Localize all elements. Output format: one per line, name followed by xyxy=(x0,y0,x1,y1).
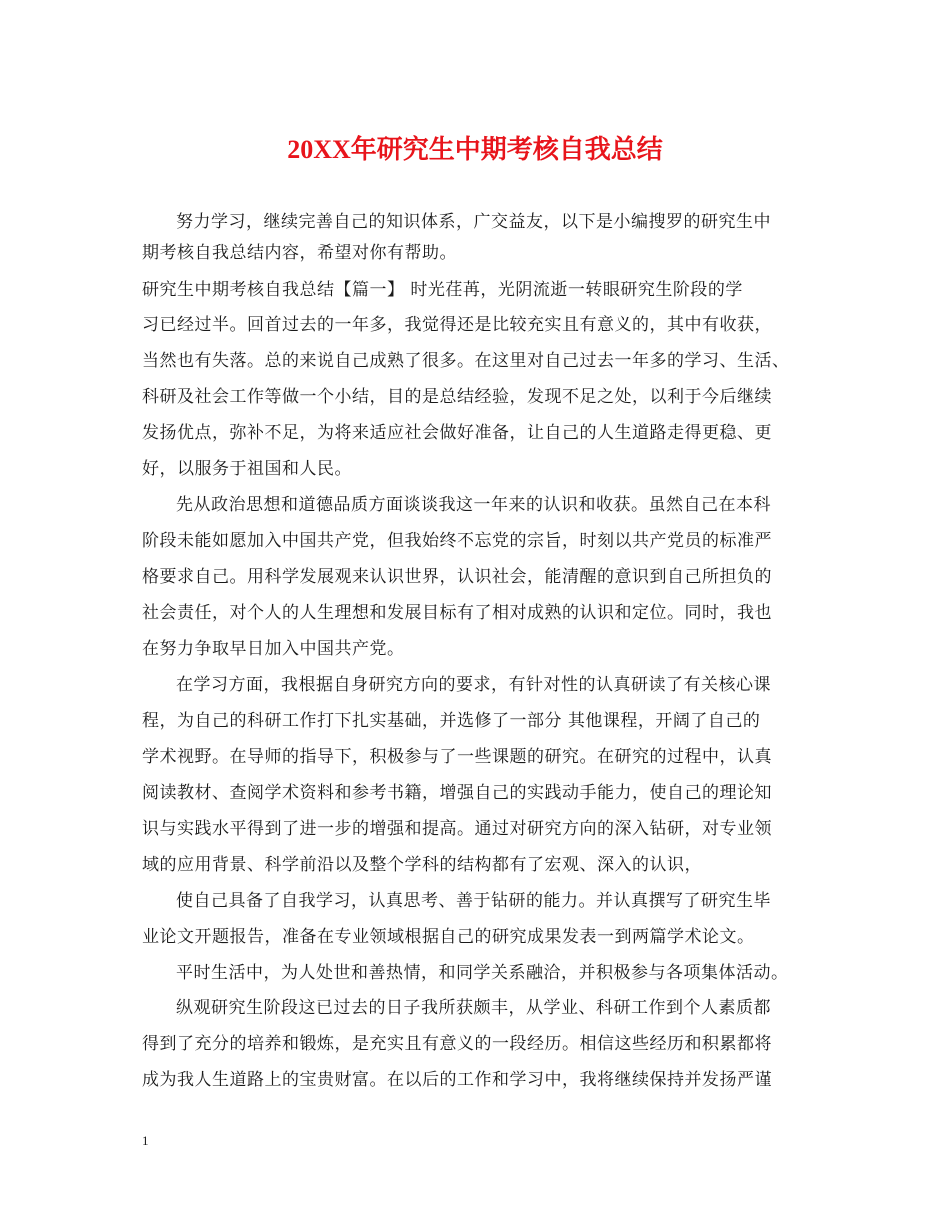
body-line: 程，为自己的科研工作打下扎实基础，并选修了一部分 其他课程，开阔了自己的 xyxy=(142,711,761,731)
body-line: 识与实践水平得到了进一步的增强和提高。通过对研究方向的深入钻研，对专业领 xyxy=(142,819,772,839)
body-line: 社会责任，对个人的人生理想和发展目标有了相对成熟的认识和定位。同时，我也 xyxy=(142,603,772,623)
body-line: 学术视野。在导师的指导下，积极参与了一些课题的研究。在研究的过程中，认真 xyxy=(142,747,772,767)
body-line: 阶段未能如愿加入中国共产党，但我始终不忘党的宗旨，时刻以共产党员的标准严 xyxy=(142,531,772,551)
body-line: 在学习方面，我根据自身研究方向的要求，有针对性的认真研读了有关核心课 xyxy=(176,675,771,695)
body-line: 阅读教材、查阅学术资料和参考书籍，增强自己的实践动手能力，使自己的理论知 xyxy=(142,783,772,803)
body-line: 域的应用背景、科学前沿以及整个学科的结构都有了宏观、深入的认识， xyxy=(142,855,702,875)
page-number: 1 xyxy=(142,1133,149,1148)
body-line: 格要求自己。用科学发展观来认识世界，认识社会，能清醒的意识到自己所担负的 xyxy=(142,567,772,587)
body-line: 先从政治思想和道德品质方面谈谈我这一年来的认识和收获。虽然自己在本科 xyxy=(176,495,771,515)
body-line: 成为我人生道路上的宝贵财富。在以后的工作和学习中，我将继续保持并发扬严谨 xyxy=(142,1070,772,1090)
body-line: 使自己具备了自我学习，认真思考、善于钻研的能力。并认真撰写了研究生毕 xyxy=(176,891,771,911)
document-title: 20XX年研究生中期考核自我总结 xyxy=(287,135,663,164)
body-line: 科研及社会工作等做一个小结，目的是总结经验，发现不足之处，以利于今后继续 xyxy=(142,387,772,407)
body-line: 好，以服务于祖国和人民。 xyxy=(142,459,352,479)
body-line: 在努力争取早日加入中国共产党。 xyxy=(142,639,405,659)
body-line: 得到了充分的培养和锻炼，是充实且有意义的一段经历。相信这些经历和积累都将 xyxy=(142,1034,772,1054)
body-line: 发扬优点，弥补不足，为将来适应社会做好准备，让自己的人生道路走得更稳、更 xyxy=(142,423,772,443)
body-line: 研究生中期考核自我总结【篇一】 时光荏苒，光阴流逝一转眼研究生阶段的学 xyxy=(142,280,743,300)
body-line: 努力学习，继续完善自己的知识体系，广交益友，以下是小编搜罗的研究生中 xyxy=(176,212,771,232)
body-line: 业论文开题报告，准备在专业领域根据自己的研究成果发表一到两篇学术论文。 xyxy=(142,927,755,947)
body-line: 平时生活中，为人处世和善热情，和同学关系融洽，并积极参与各项集体活动。 xyxy=(176,963,789,983)
body-line: 当然也有失落。总的来说自己成熟了很多。在这里对自己过去一年多的学习、生活、 xyxy=(142,351,790,371)
body-line: 习已经过半。回首过去的一年多，我觉得还是比较充实且有意义的，其中有收获， xyxy=(142,315,772,335)
body-line: 纵观研究生阶段这已过去的日子我所获颇丰，从学业、科研工作到个人素质都 xyxy=(176,998,771,1018)
body-line: 期考核自我总结内容，希望对你有帮助。 xyxy=(142,243,457,263)
